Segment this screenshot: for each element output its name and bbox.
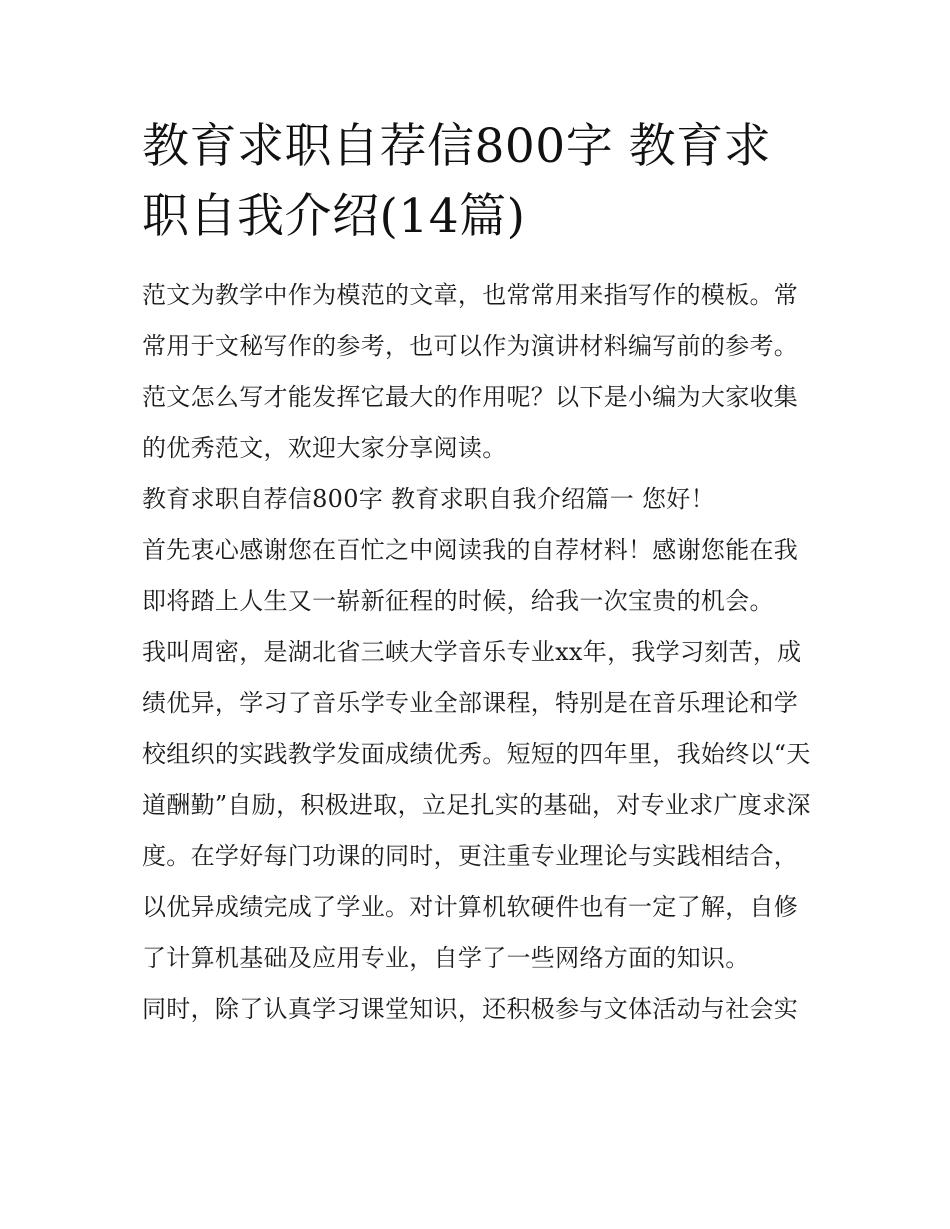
document-title: 教育求职自荐信800字 教育求职自我介绍(14篇)	[142, 119, 772, 244]
paragraph-self-introduction: 我叫周密，是湖北省三峡大学音乐专业xx年，我学习刻苦，成绩优异，学习了音乐学专业全部课程，特别是在音乐理论和学校组织的实践教学发面成绩优秀。短短的四年里，我始终以“天道酬勤”自励，积极进取，立足扎实的基础，对专业求广度求深度。在学好每门功课的同时，更注重专业理论与实践相结合，以优异成绩完成了学业。对计算机软硬件也有一定了解，自修了计算机基础及应用专业，自学了一些网络方面的知识。	[142, 638, 811, 972]
paragraph-heading-part-one: 教育求职自荐信800字 教育求职自我介绍篇一 您好！	[142, 485, 715, 513]
document-body	[142, 270, 812, 1035]
paragraph-intro: 范文为教学中作为模范的文章，也常常用来指写作的模板。常常用于文秘写作的参考，也可以作为演讲材料编写前的参考。范文怎么写才能发挥它最大的作用呢？以下是小编为大家收集的优秀范文，欢迎大家分享阅读。	[142, 281, 799, 462]
paragraph-thanks: 首先衷心感谢您在百忙之中阅读我的自荐材料！感谢您能在我即将踏上人生又一崭新征程的时候，给我一次宝贵的机会。	[142, 536, 799, 615]
document-content	[142, 112, 812, 1035]
paragraph-activities: 同时，除了认真学习课堂知识，还积极参与文体活动与社会实	[142, 995, 799, 1023]
